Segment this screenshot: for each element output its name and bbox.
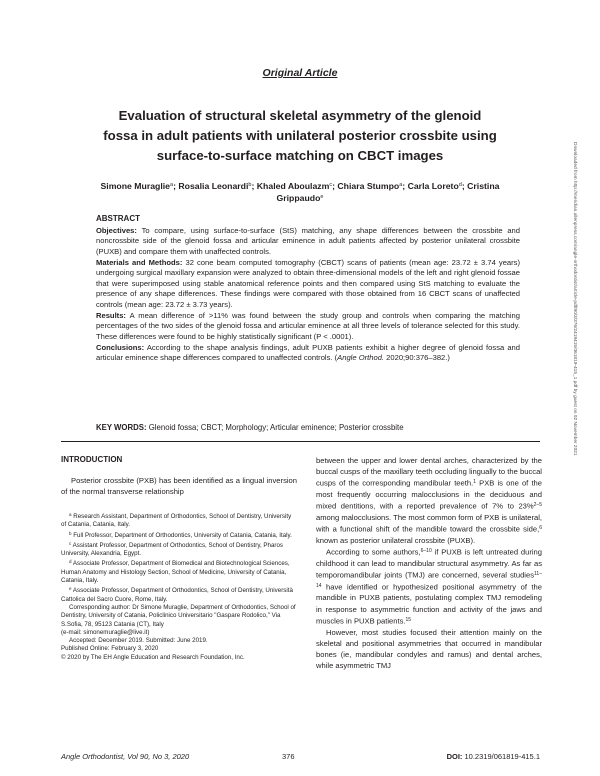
footer-journal: Angle Orthodontist, Vol 90, No 3, 2020	[61, 752, 190, 761]
keywords: KEY WORDS: Glenoid fossa; CBCT; Morphology; Articular eminence; Posterior crossbite	[96, 423, 404, 432]
article-title: Evaluation of structural skeletal asymmetry of the glenoid fossa in adult patients with unilateral posterior crossbite using surface-to-surface matching on CBCT images	[103, 108, 497, 163]
author: Cristina Grippaudo$^e$	[276, 181, 500, 203]
footnote: $^e$ Associate Professor, Department of Orthodontics, School of Dentistry, Università Cattolica del Sacro Cuore, Rome, Italy.	[61, 586, 293, 603]
footnotes	[61, 511, 297, 662]
abstract	[96, 214, 520, 364]
dates-accepted: Accepted: December 2019. Submitted: June 2019.	[69, 637, 208, 645]
abstract-heading: ABSTRACT	[96, 214, 140, 223]
footnote: $^d$ Associate Professor, Department of Biomedical and Biotechnological Sciences, Human Anatomy and Histology Section, School of Medicine, University of Catania, Catania, Italy.	[61, 559, 290, 585]
author: Carla Loreto$^d$;	[407, 181, 468, 191]
author: Simone Muraglie$^a$;	[100, 181, 179, 191]
footnote: $^c$ Assistant Professor, Department of Orthodontics, School of Dentistry, Pharos University, Alexandria, Egypt.	[61, 540, 283, 558]
body-paragraph: between the upper and lower dental arches, characterized by the buccal cusps of the maxillary teeth occluding lingually to the buccal cusps of the corresponding mandibular teeth.$^1$ PXB is one of the most frequently occurring malocclusions in the deciduous and mixed dentitions, with a reported prevalence of 7% to 23%$^{2-5}$ among malocclusions. The most common form of PXB is unilateral, with a functional shift of the mandible toward the crossbite side,$^6$ known as posterior unilateral crossbite (PUXB).	[316, 456, 542, 545]
body-paragraph: According to some authors,$^{6-10}$ if PUXB is left untreated during childhood it can lead to mandibular structural asymmetry. As far as temporomandibular joints (TMJ) are concerned, several studies$^{11-14}$ have identified or hypothesized positional asymmetry of the mandible in PUXB patients, postulating complex TMJ remodeling in response to asymmetric function and activity of the jaws and muscles in PUXB patients.$^{15}$	[316, 547, 542, 626]
page-number: 376	[282, 752, 295, 761]
abstract-objectives: Objectives: To compare, using surface-to-surface (StS) matching, any shape differences between the crossbite and noncrossbite side of the glenoid fossa and articular eminence in adult patients affected by posterior unilateral crossbite (PUXB) and compare them with unaffected controls.	[96, 225, 520, 256]
author: Chiara Stumpo$^a$;	[337, 181, 408, 191]
section-label: Original Article	[262, 67, 338, 79]
introduction-paragraph: Posterior crossbite (PXB) has been identified as a lingual inversion of the normal transverse relationship	[61, 476, 297, 497]
abstract-conclusions: Conclusions: According to the shape analysis findings, adult PUXB patients exhibit a higher degree of glenoid fossa and articular eminence shape differences compared to unaffected controls. (Angle Orthod. 2020;90:376–382.)	[96, 342, 520, 362]
introduction-heading: INTRODUCTION	[61, 455, 123, 464]
author: Khaled Aboulazm$^c$;	[256, 181, 338, 191]
body-paragraph: However, most studies focused their attention mainly on the skeletal and positional asymmetries that occurred in mandibular bones (ie, mandibular condyles and ramus) and dental arches, while asymmetric TMJ	[316, 627, 542, 671]
author-list	[90, 180, 510, 204]
abstract-methods: Materials and Methods: 32 cone beam computed tomography (CBCT) scans of patients (mean age: 23.72 ± 3.74 years) undergoing surgical maxillary expansion were analyzed to obtain three-dimensional models of the left and right glenoid fossae that were superimposed using stable anatomical reference points and then compared using StS matching to evaluate the presence of any shape differences. These findings were compared with those obtained from 16 CBCT scans of unaffected controls (mean age: 23.72 ± 3.73 years).	[96, 257, 520, 309]
right-column	[316, 455, 542, 671]
abstract-results: Results: A mean difference of >11% was found between the study group and controls when comparing the matching percentages of the two sides of the glenoid fossa and articular eminence at all three levels of tolerance selected for this study. These differences were found to be highly statistically significant (P < .0001).	[96, 310, 520, 341]
author: Rosalia Leonardi$^b$;	[178, 181, 257, 191]
section-divider	[61, 441, 540, 442]
copyright: © 2020 by The EH Angle Education and Research Foundation, Inc.	[61, 653, 245, 661]
footnote: $^a$ Research Assistant, Department of Orthodontics, School of Dentistry, University of Catania, Catania, Italy.	[61, 512, 292, 529]
footer-doi[interactable]: DOI: 10.2319/061819-415.1	[446, 752, 540, 761]
corresponding-email: (e-mail: simonemuraglie@live.it)	[61, 628, 150, 636]
dates-published: Published Online: February 3, 2020	[61, 645, 159, 653]
footnote: $^b$ Full Professor, Department of Orthodontics, University of Catania, Catania, Italy.	[69, 530, 292, 539]
corresponding-author: Corresponding author: Dr Simone Muraglie, Department of Orthodontics, School of Dentistry, University of Catania, Policlinico Universitario "Gaspare Rodolico," Via S.Sofia, 78, 95123 Catania (CT), Italy (e-mail: simonemuraglie@live.it)	[61, 603, 296, 636]
download-watermark: Downloaded from http://meridian.allenpress.com/angle-orthodontist/article-pdf/90/3/376/2419415/061819-415_1.pdf by guest on 02 November 2021	[572, 142, 577, 456]
